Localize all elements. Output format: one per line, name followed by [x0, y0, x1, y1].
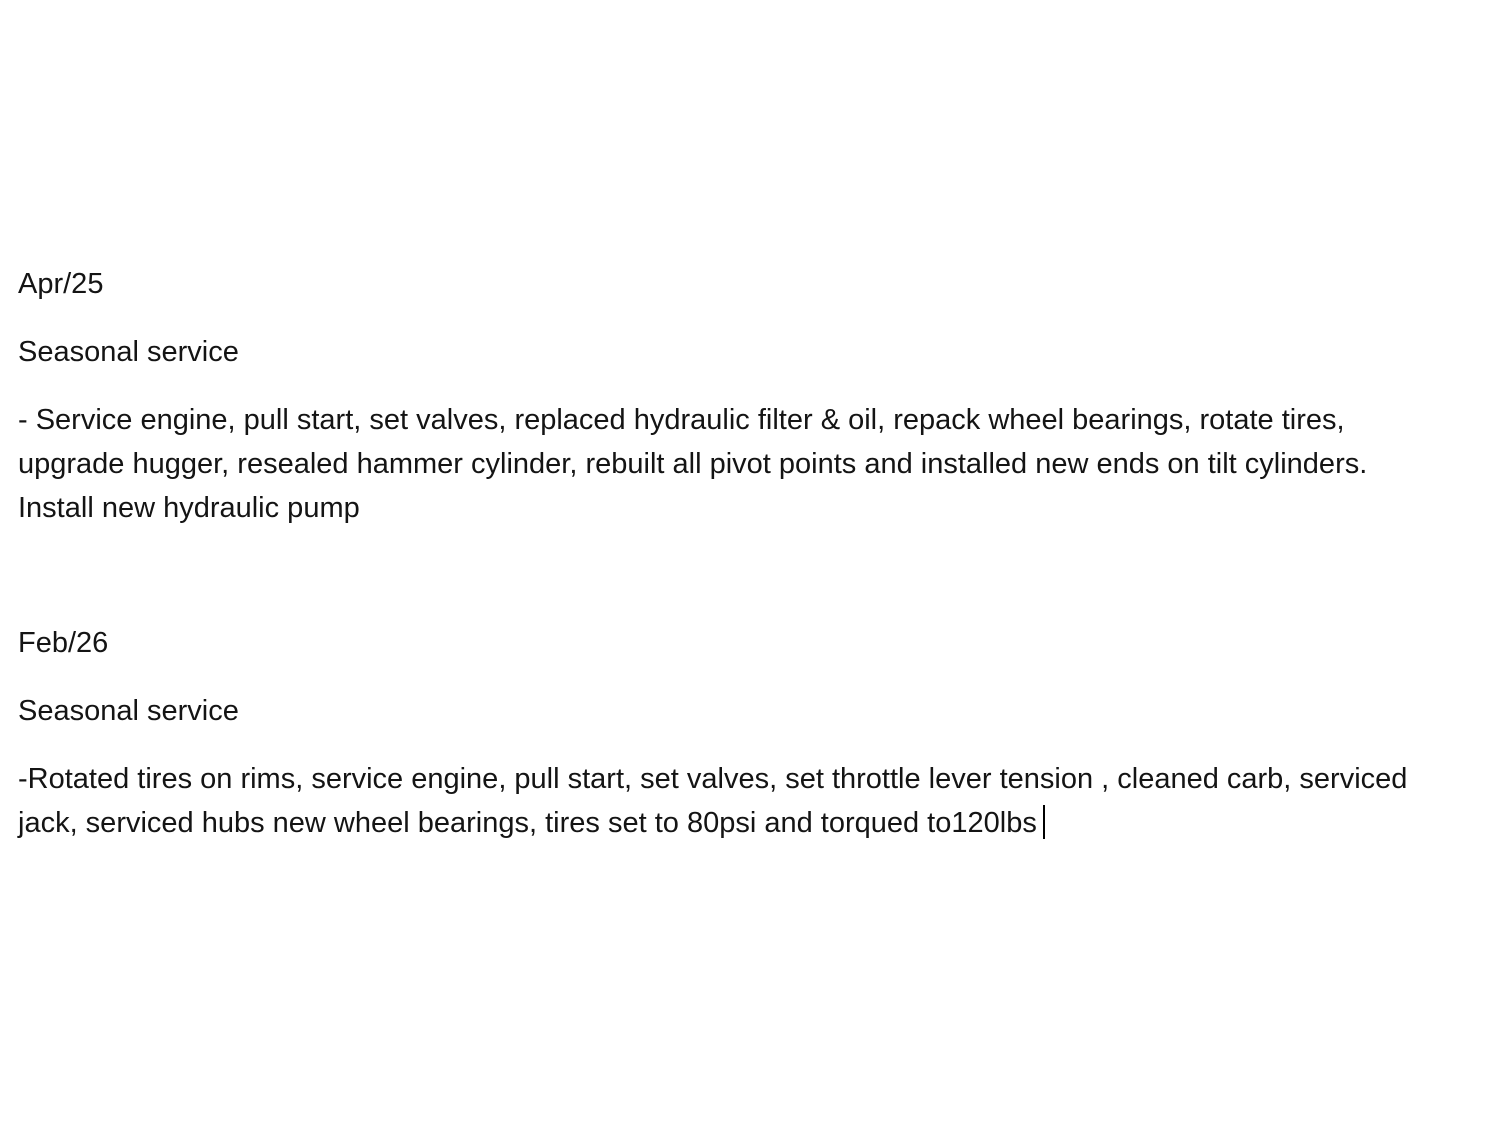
entry-title: Seasonal service: [18, 336, 239, 368]
entry-title: Seasonal service: [18, 695, 239, 727]
entry-description: -Rotated tires on rims, service engine, pull start, set valves, set throttle lever tension , cleaned carb, serviced jack, serviced hubs new wheel bearings, tires set to 80psi and torqued to120lbs: [18, 763, 1408, 839]
entry-date: Feb/26: [18, 627, 109, 659]
document-body[interactable]: [18, 0, 1438, 1125]
entry-description: - Service engine, pull start, set valves, replaced hydraulic filter & oil, repack wheel bearings, rotate tires, upgrade hugger, resealed hammer cylinder, rebuilt all pivot points and installed new ends on tilt cylinders. Install new hydraulic pump: [18, 404, 1368, 524]
entry-description-container: [18, 757, 1433, 845]
text-cursor: [1043, 805, 1045, 839]
entry-date: Apr/25: [18, 268, 104, 300]
